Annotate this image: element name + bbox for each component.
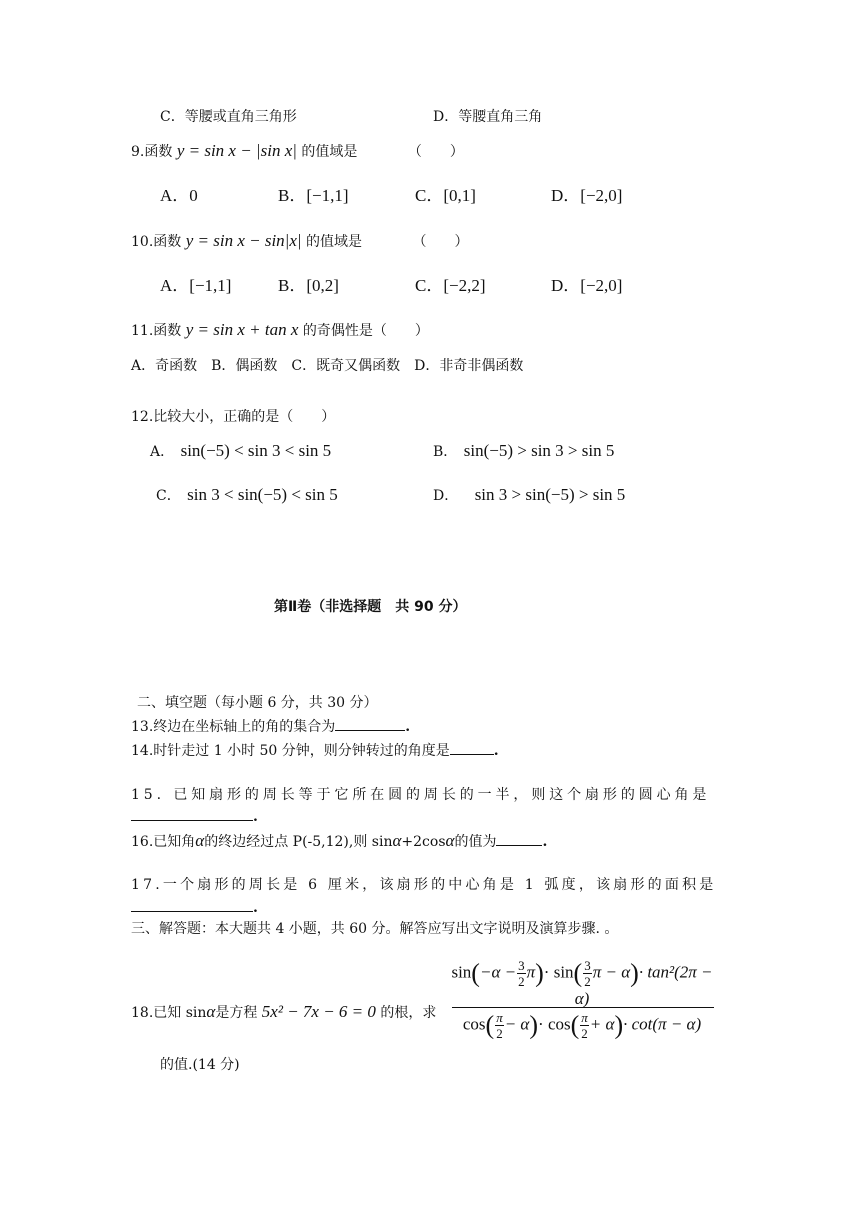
q9-option-a: A．0 <box>160 186 198 205</box>
q18-numerator: sin(−α − $\frac{3}{2}$ π)· sin( $\frac{3}{2}$ π − α)· tan²(2π − α) <box>451 958 713 1008</box>
section-ii-title: 第Ⅱ卷（非选择题 共 90 分） <box>274 599 467 615</box>
q10-option-c: C．[−2,2] <box>415 276 486 295</box>
q10-stem: 10.函数 y = sin x − sin|x| 的值域是 （ ） <box>131 231 469 250</box>
fill-heading: 二、填空题（每小题 6 分，共 30 分） <box>137 695 378 711</box>
q14: 14.时针走过 1 小时 50 分钟，则分钟转过的角度是 . <box>131 740 499 761</box>
q12-option-b: B． sin(−5) > sin 3 > sin 5 <box>433 441 615 460</box>
q9-stem: 9.函数 y = sin x − |sin x| 的值域是 （ ） <box>131 141 464 160</box>
q12-option-c: C． sin 3 < sin(−5) < sin 5 <box>156 485 338 504</box>
q9-option-b: B．[−1,1] <box>278 186 349 205</box>
q11-function: y = sin x + tan x <box>185 320 299 339</box>
q18-equation: 5x² − 7x − 6 = 0 <box>261 1002 376 1021</box>
q18-stem: 18.已知 sinα是方程 5x² − 7x − 6 = 0 的根，求 <box>131 1002 437 1021</box>
q13: 13.终边在坐标轴上的角的集合为 . <box>131 716 410 737</box>
q14-answer-blank[interactable] <box>450 740 494 755</box>
q10-function: y = sin x − sin|x| <box>185 231 302 250</box>
q16: 16.已知角α的终边经过点 P(-5,12),则 sinα+2cosα的值为 . <box>131 831 548 850</box>
q17-answer-line: . <box>131 897 258 918</box>
q15-answer-line: . <box>131 806 258 827</box>
q9-function: y = sin x − |sin x| <box>176 141 297 160</box>
q10-option-b: B．[0,2] <box>278 276 339 295</box>
q15-answer-blank[interactable] <box>131 806 253 821</box>
q11-stem: 11.函数 y = sin x + tan x 的奇偶性是（ ） <box>131 320 429 339</box>
q10-option-a: A．[−1,1] <box>160 276 232 295</box>
q17: 17.一个扇形的周长是 6 厘米，该扇形的中心角是 1 弧度，该扇形的面积是 <box>131 877 717 893</box>
q8-option-d: D．等腰直角三角 <box>433 109 543 125</box>
q18-tail: 的值.(14 分) <box>160 1057 240 1073</box>
q17-answer-blank[interactable] <box>131 897 253 912</box>
q9-option-d: D．[−2,0] <box>551 186 623 205</box>
q13-answer-blank[interactable] <box>335 716 405 731</box>
q16-answer-blank[interactable] <box>496 831 542 846</box>
q12-option-d: D． sin 3 > sin(−5) > sin 5 <box>433 485 626 504</box>
q12-option-a: A． sin(−5) < sin 3 < sin 5 <box>150 441 332 460</box>
q10-option-d: D．[−2,0] <box>551 276 623 295</box>
q15: 15. 已知扇形的周长等于它所在圆的周长的一半，则这个扇形的圆心角是 <box>131 787 711 803</box>
q12-stem: 12.比较大小，正确的是（ ） <box>131 409 336 425</box>
q8-option-c: C．等腰或直角三角形 <box>160 109 297 125</box>
q18-denominator: cos( $\frac{\pi}{2}$ − α)· cos( $\frac{\pi}{2}$ + α)· cot(π − α) <box>462 1010 702 1041</box>
solve-heading: 三、解答题：本大题共 4 小题，共 60 分。解答应写出文字说明及演算步骤. 。 <box>131 921 619 937</box>
q9-option-c: C．[0,1] <box>415 186 476 205</box>
q11-options: A．奇函数 B．偶函数 C．既奇又偶函数 D．非奇非偶函数 <box>131 358 524 374</box>
q18-fraction-bar <box>452 1007 714 1008</box>
